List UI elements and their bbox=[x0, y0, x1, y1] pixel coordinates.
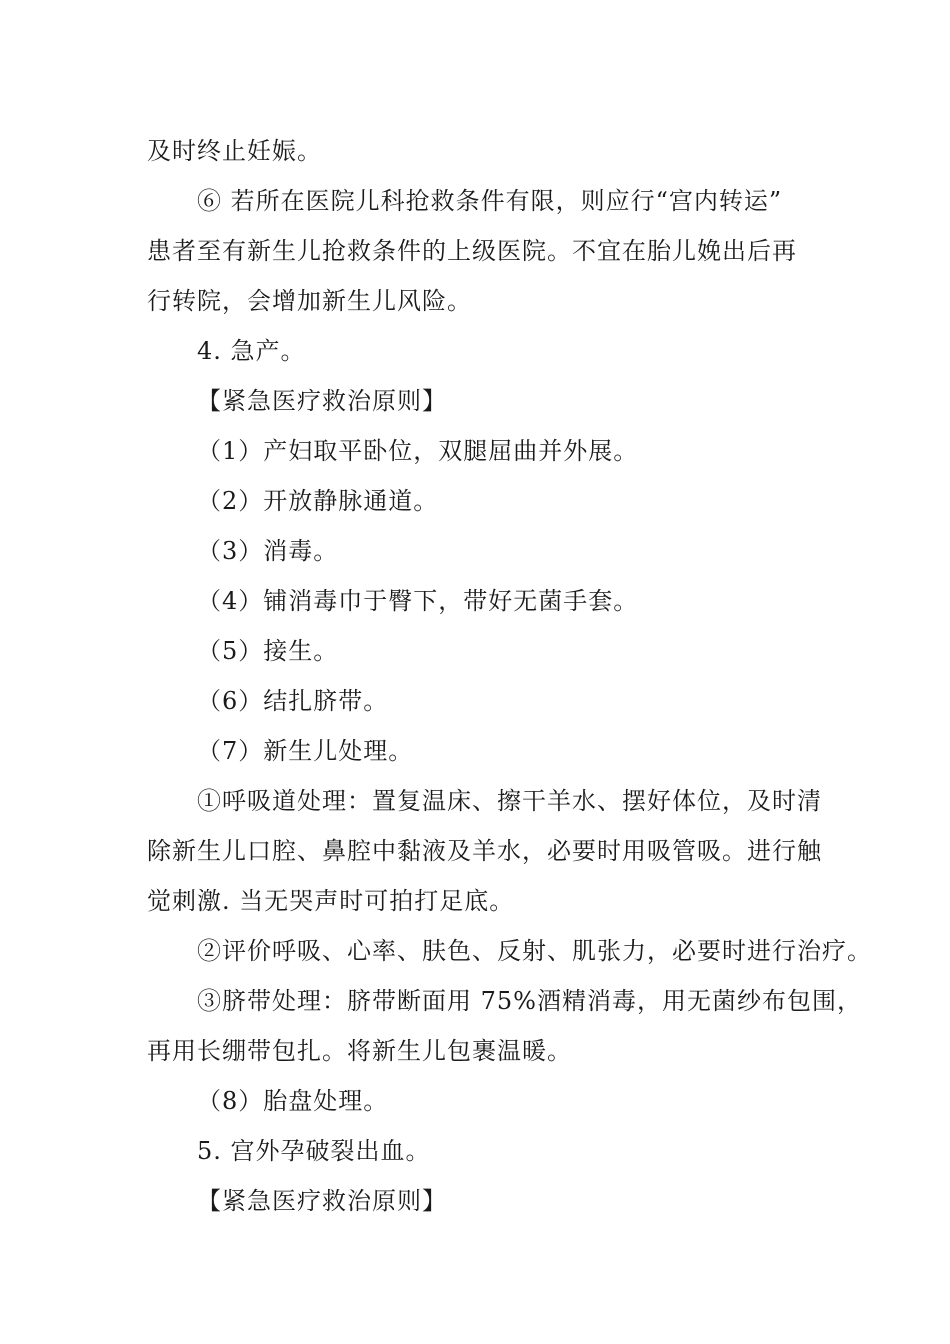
text-line: 及时终止妊娠。 bbox=[147, 137, 322, 165]
text-line: 行转院，会增加新生儿风险。 bbox=[147, 287, 472, 315]
section-heading: 5. 宫外孕破裂出血。 bbox=[197, 1137, 431, 1165]
list-item: （4）铺消毒巾于臀下，带好无菌手套。 bbox=[197, 587, 639, 615]
text-line: 觉刺激. 当无哭声时可拍打足底。 bbox=[147, 887, 515, 915]
text-line: ③脐带处理：脐带断面用 75%酒精消毒，用无菌纱布包围， bbox=[197, 987, 862, 1015]
list-item: （6）结扎脐带。 bbox=[197, 687, 389, 715]
list-item: （3）消毒。 bbox=[197, 537, 339, 565]
list-item: （8）胎盘处理。 bbox=[197, 1087, 389, 1115]
text-line: 除新生儿口腔、鼻腔中黏液及羊水，必要时用吸管吸。进行触 bbox=[147, 837, 822, 865]
subsection-heading: 【紧急医疗救治原则】 bbox=[197, 1187, 447, 1215]
text-line: 再用长绷带包扎。将新生儿包裹温暖。 bbox=[147, 1037, 572, 1065]
text-line: ⑥ 若所在医院儿科抢救条件有限，则应行“宫内转运” bbox=[197, 187, 783, 215]
list-item: （1）产妇取平卧位，双腿屈曲并外展。 bbox=[197, 437, 639, 465]
text-line: ①呼吸道处理：置复温床、擦干羊水、摆好体位，及时清 bbox=[197, 787, 822, 815]
list-item: （7）新生儿处理。 bbox=[197, 737, 414, 765]
subsection-heading: 【紧急医疗救治原则】 bbox=[197, 387, 447, 415]
list-item: （5）接生。 bbox=[197, 637, 339, 665]
section-heading: 4. 急产。 bbox=[197, 337, 306, 365]
text-line: 患者至有新生儿抢救条件的上级医院。不宜在胎儿娩出后再 bbox=[147, 237, 797, 265]
list-item: （2）开放静脉通道。 bbox=[197, 487, 439, 515]
text-line: ②评价呼吸、心率、肤色、反射、肌张力，必要时进行治疗。 bbox=[197, 937, 872, 965]
